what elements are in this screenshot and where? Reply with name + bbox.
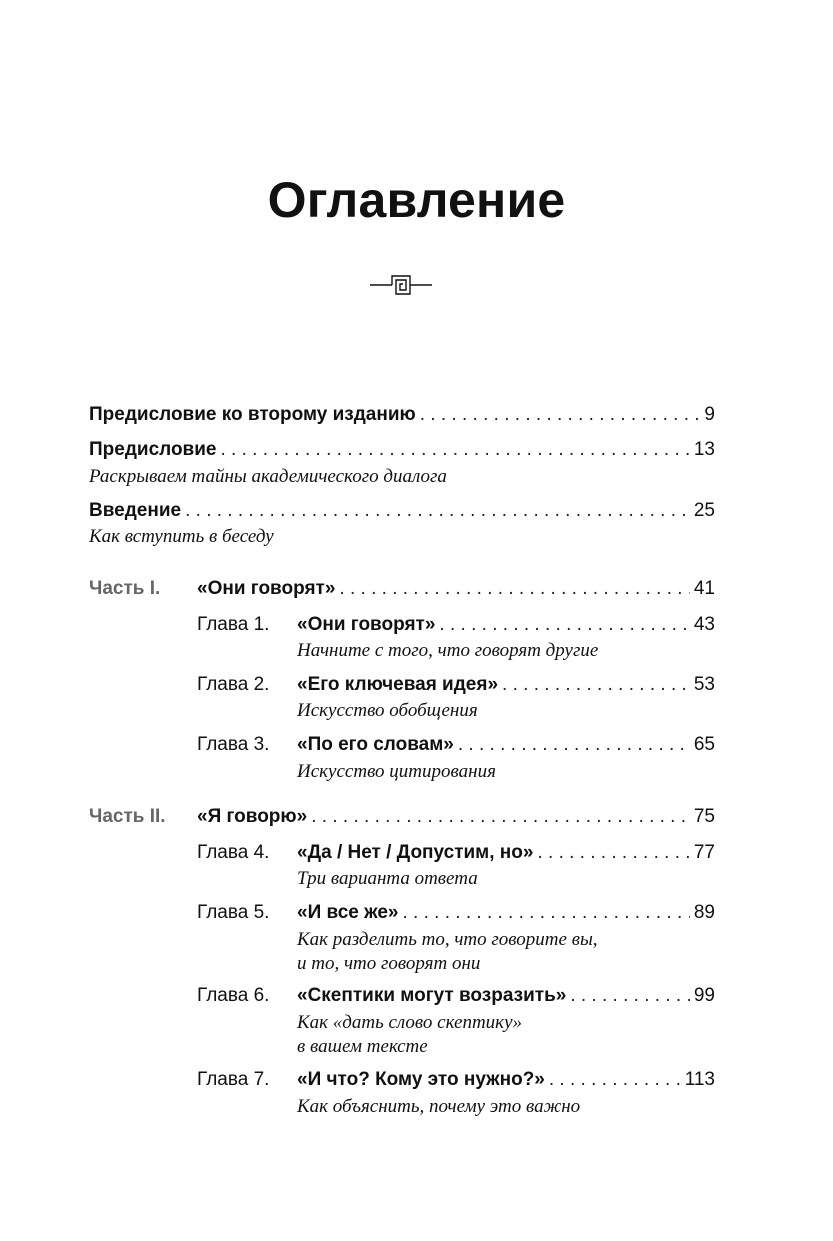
toc-entry-title: «Его ключевая идея» bbox=[297, 674, 499, 695]
toc-entry-chapter-4[interactable] bbox=[297, 839, 715, 867]
toc-entry-chapter-2[interactable] bbox=[297, 671, 715, 699]
toc-page-number: 43 bbox=[693, 614, 715, 635]
toc-page-number: 99 bbox=[693, 985, 715, 1006]
toc-page-number: 75 bbox=[693, 806, 715, 827]
part-label: Часть I. bbox=[89, 578, 161, 599]
toc-entry-subtitle: Как разделить то, что говорите вы, bbox=[297, 929, 598, 950]
toc-entry-subtitle: Начните с того, что говорят другие bbox=[297, 640, 599, 661]
toc-entry-title: Введение bbox=[89, 500, 182, 521]
leader-dots bbox=[570, 982, 690, 1010]
leader-dots bbox=[311, 803, 690, 831]
toc-entry-chapter-7[interactable] bbox=[297, 1066, 715, 1094]
toc-entry-subtitle: и то, что говорят они bbox=[297, 953, 481, 974]
toc-entry-chapter-3[interactable] bbox=[297, 731, 715, 759]
toc-entry-title: «И что? Кому это нужно?» bbox=[297, 1069, 545, 1090]
leader-dots bbox=[439, 611, 689, 639]
toc-entry-title: «Скептики могут возразить» bbox=[297, 985, 567, 1006]
toc-entry-part-2[interactable] bbox=[197, 803, 715, 831]
leader-dots bbox=[537, 839, 689, 867]
toc-entry-subtitle: Три варианта ответа bbox=[297, 868, 478, 889]
toc-entry-title: «Да / Нет / Допустим, но» bbox=[297, 842, 534, 863]
toc-entry-chapter-6[interactable] bbox=[297, 982, 715, 1010]
page-title: Оглавление bbox=[267, 172, 566, 228]
toc-entry-title: «Они говорят» bbox=[197, 578, 336, 599]
chapter-label: Глава 1. bbox=[197, 614, 270, 635]
toc-page-number: 9 bbox=[704, 404, 715, 425]
chapter-label: Глава 3. bbox=[197, 734, 270, 755]
chapter-label: Глава 6. bbox=[197, 985, 270, 1006]
toc-entry-title: «Я говорю» bbox=[197, 806, 308, 827]
toc-page-number: 53 bbox=[693, 674, 715, 695]
toc-entry-chapter-1[interactable] bbox=[297, 611, 715, 639]
toc-page-number: 25 bbox=[693, 500, 715, 521]
leader-dots bbox=[420, 401, 701, 429]
toc-entry-subtitle: Как вступить в беседу bbox=[89, 526, 274, 547]
toc-entry-chapter-5[interactable] bbox=[297, 899, 715, 927]
leader-dots bbox=[502, 671, 690, 699]
toc-entry-title: Предисловие bbox=[89, 439, 217, 460]
toc-entry-title: «И все же» bbox=[297, 902, 399, 923]
chapter-label: Глава 4. bbox=[197, 842, 270, 863]
toc-page-number: 41 bbox=[693, 578, 715, 599]
toc-page-number: 89 bbox=[693, 902, 715, 923]
toc-entry-foreword[interactable] bbox=[89, 436, 715, 464]
toc-page-number: 65 bbox=[693, 734, 715, 755]
toc-page-number: 77 bbox=[693, 842, 715, 863]
toc-entry-title: «Они говорят» bbox=[297, 614, 436, 635]
leader-dots bbox=[458, 731, 690, 759]
toc-entry-subtitle: Как объяснить, почему это важно bbox=[297, 1096, 581, 1117]
toc-entry-subtitle: Искусство обобщения bbox=[297, 700, 478, 721]
leader-dots bbox=[339, 575, 689, 603]
leader-dots bbox=[402, 899, 689, 927]
toc-entry-title: Предисловие ко второму изданию bbox=[89, 404, 416, 425]
part-label: Часть II. bbox=[89, 806, 166, 827]
toc-entry-subtitle: в вашем тексте bbox=[297, 1036, 428, 1057]
chapter-label: Глава 5. bbox=[197, 902, 270, 923]
chapter-label: Глава 2. bbox=[197, 674, 270, 695]
toc-entry-subtitle: Как «дать слово скептику» bbox=[297, 1012, 523, 1033]
leader-dots bbox=[549, 1066, 681, 1094]
toc-page-number: 13 bbox=[693, 439, 715, 460]
toc-entry-title: «По его словам» bbox=[297, 734, 454, 755]
toc-page-number: 113 bbox=[684, 1069, 715, 1090]
leader-dots bbox=[185, 497, 690, 525]
toc-entry-subtitle: Раскрываем тайны академического диалога bbox=[89, 466, 447, 487]
meander-ornament-icon bbox=[368, 272, 434, 298]
chapter-label: Глава 7. bbox=[197, 1069, 270, 1090]
toc-entry-foreword-2nd[interactable] bbox=[89, 401, 715, 429]
toc-entry-part-1[interactable] bbox=[197, 575, 715, 603]
leader-dots bbox=[221, 436, 690, 464]
toc-entry-subtitle: Искусство цитирования bbox=[297, 761, 496, 782]
toc-entry-introduction[interactable] bbox=[89, 497, 715, 525]
